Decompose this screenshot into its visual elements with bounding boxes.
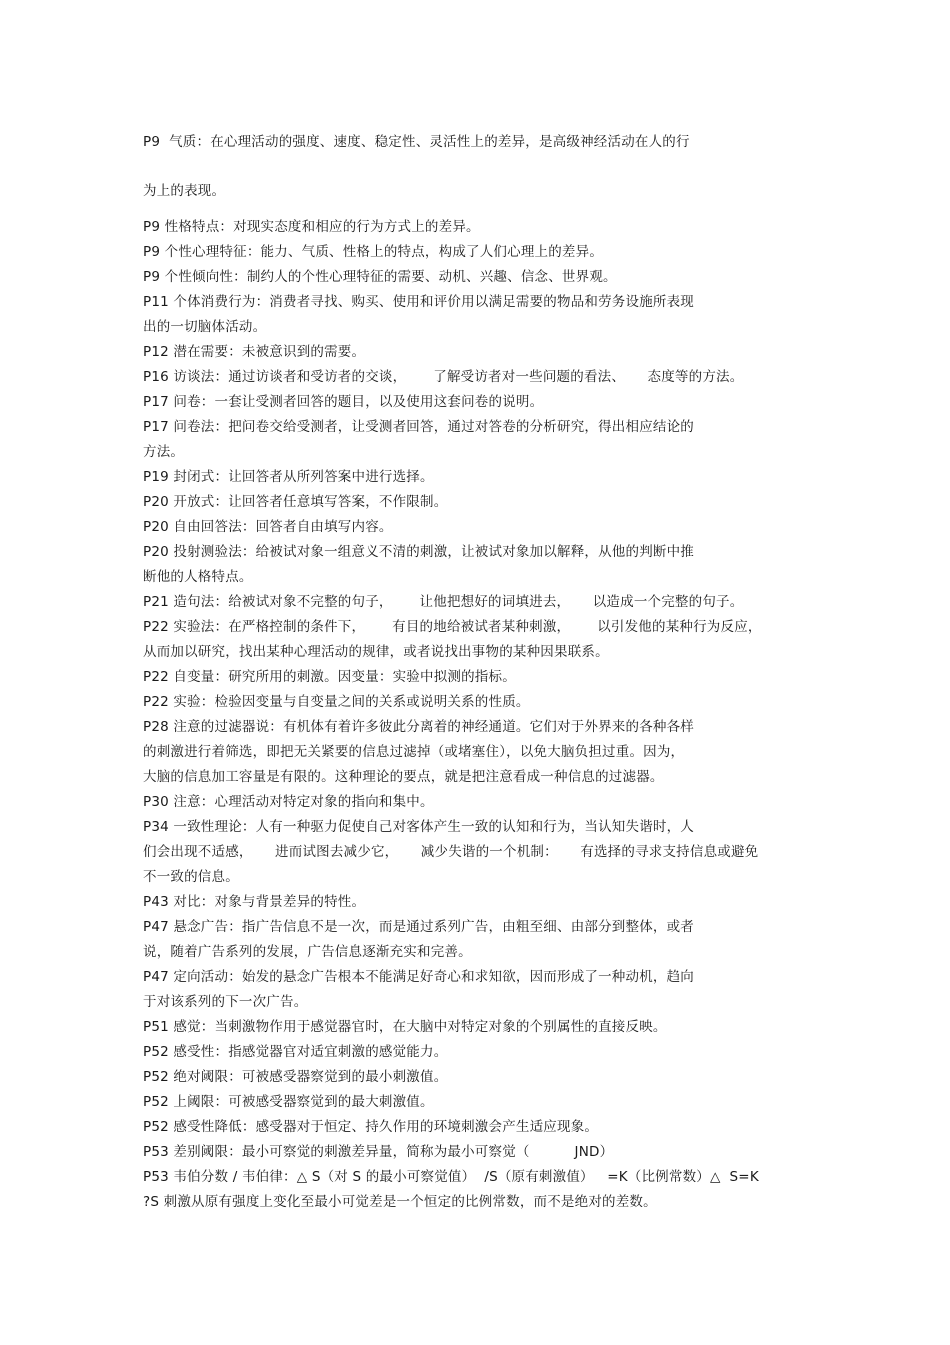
text-line: P19 封闭式：让回答者从所列答案中进行选择。 (143, 469, 434, 485)
text-line: P20 自由回答法：回答者自由填写内容。 (143, 519, 393, 535)
text-line: P9 个性倾向性：制约人的个性心理特征的需要、动机、兴趣、信念、世界观。 (143, 269, 617, 285)
text-line: P53 韦伯分数 / 韦伯律：△ S（对 S 的最小可察觉值） /S（原有刺激值） =K（比例常数）△ S=K (143, 1169, 759, 1185)
text-line: P53 差别阈限：最小可察觉的刺激差异量，简称为最小可察觉（ JND） (143, 1144, 614, 1160)
text-line: P9 气质：在心理活动的强度、速度、稳定性、灵活性上的差异，是高级神经活动在人的行 (143, 134, 690, 150)
text-line: P47 悬念广告：指广告信息不是一次，而是通过系列广告，由粗至细、由部分到整体，或者 (143, 919, 695, 935)
text-line: P52 感受性：指感觉器官对适宜刺激的感觉能力。 (143, 1044, 448, 1060)
text-line: P21 造句法：给被试对象不完整的句子， 让他把想好的词填进去， 以造成一个完整的句子。 (143, 594, 744, 610)
text-line: P17 问卷法：把问卷交给受测者，让受测者回答，通过对答卷的分析研究，得出相应结论的 (143, 419, 695, 435)
text-line: P20 投射测验法：给被试对象一组意义不清的刺激，让被试对象加以解释，从他的判断中推 (143, 544, 695, 560)
text-line: P22 实验法：在严格控制的条件下， 有目的地给被试者某种刺激， 以引发他的某种行为反应， (143, 619, 762, 635)
text-line: P34 一致性理论：人有一种驱力促使自己对客体产生一致的认知和行为，当认知失谐时，人 (143, 819, 695, 835)
text-line: 说，随着广告系列的发展，广告信息逐渐充实和完善。 (143, 944, 472, 960)
text-line: 出的一切脑体活动。 (143, 319, 267, 335)
text-line: P52 上阈限：可被感受器察觉到的最大刺激值。 (143, 1094, 434, 1110)
text-line: 方法。 (143, 444, 185, 460)
text-line: 于对该系列的下一次广告。 (143, 994, 308, 1010)
text-line: P22 实验：检验因变量与自变量之间的关系或说明关系的性质。 (143, 694, 530, 710)
text-line: P16 访谈法：通过访谈者和受访者的交谈， 了解受访者对一些问题的看法、 态度等的方法。 (143, 369, 744, 385)
text-line: 不一致的信息。 (143, 869, 239, 885)
text-line: P22 自变量：研究所用的刺激。因变量：实验中拟测的指标。 (143, 669, 516, 685)
text-line: P30 注意：心理活动对特定对象的指向和集中。 (143, 794, 434, 810)
text-line: 为上的表现。 (143, 183, 226, 199)
text-line: P52 绝对阈限：可被感受器察觉到的最小刺激值。 (143, 1069, 448, 1085)
text-line: P52 感受性降低：感受器对于恒定、持久作用的环境刺激会产生适应现象。 (143, 1119, 599, 1135)
text-line: P9 性格特点：对现实态度和相应的行为方式上的差异。 (143, 219, 480, 235)
text-line: P12 潜在需要：未被意识到的需要。 (143, 344, 366, 360)
text-line: P51 感觉：当刺激物作用于感觉器官时，在大脑中对特定对象的个别属性的直接反映。 (143, 1019, 667, 1035)
text-line: 大脑的信息加工容量是有限的。这种理论的要点，就是把注意看成一种信息的过滤器。 (143, 769, 664, 785)
text-line: P43 对比：对象与背景差异的特性。 (143, 894, 366, 910)
text-line: P17 问卷：一套让受测者回答的题目，以及使用这套问卷的说明。 (143, 394, 544, 410)
text-line: 们会出现不适感， 进而试图去减少它， 减少失谐的一个机制： 有选择的寻求支持信息或避免 (143, 844, 759, 860)
text-line: 断他的人格特点。 (143, 569, 253, 585)
text-line: 从而加以研究，找出某种心理活动的规律，或者说找出事物的某种因果联系。 (143, 644, 609, 660)
text-line: P28 注意的过滤器说：有机体有着许多彼此分离着的神经通道。它们对于外界来的各种各样 (143, 719, 695, 735)
text-line: P11 个体消费行为：消费者寻找、购买、使用和评价用以满足需要的物品和劳务设施所表现 (143, 294, 695, 310)
text-line: P20 开放式：让回答者任意填写答案，不作限制。 (143, 494, 448, 510)
text-line: P9 个性心理特征：能力、气质、性格上的特点，构成了人们心理上的差异。 (143, 244, 604, 260)
text-line: P47 定向活动：始发的悬念广告根本不能满足好奇心和求知欲，因而形成了一种动机，趋向 (143, 969, 695, 985)
text-line: ?S 刺激从原有强度上变化至最小可觉差是一个恒定的比例常数，而不是绝对的差数。 (143, 1194, 657, 1210)
text-line: 的刺激进行着筛选，即把无关紧要的信息过滤掉（或堵塞住），以免大脑负担过重。因为， (143, 744, 685, 760)
